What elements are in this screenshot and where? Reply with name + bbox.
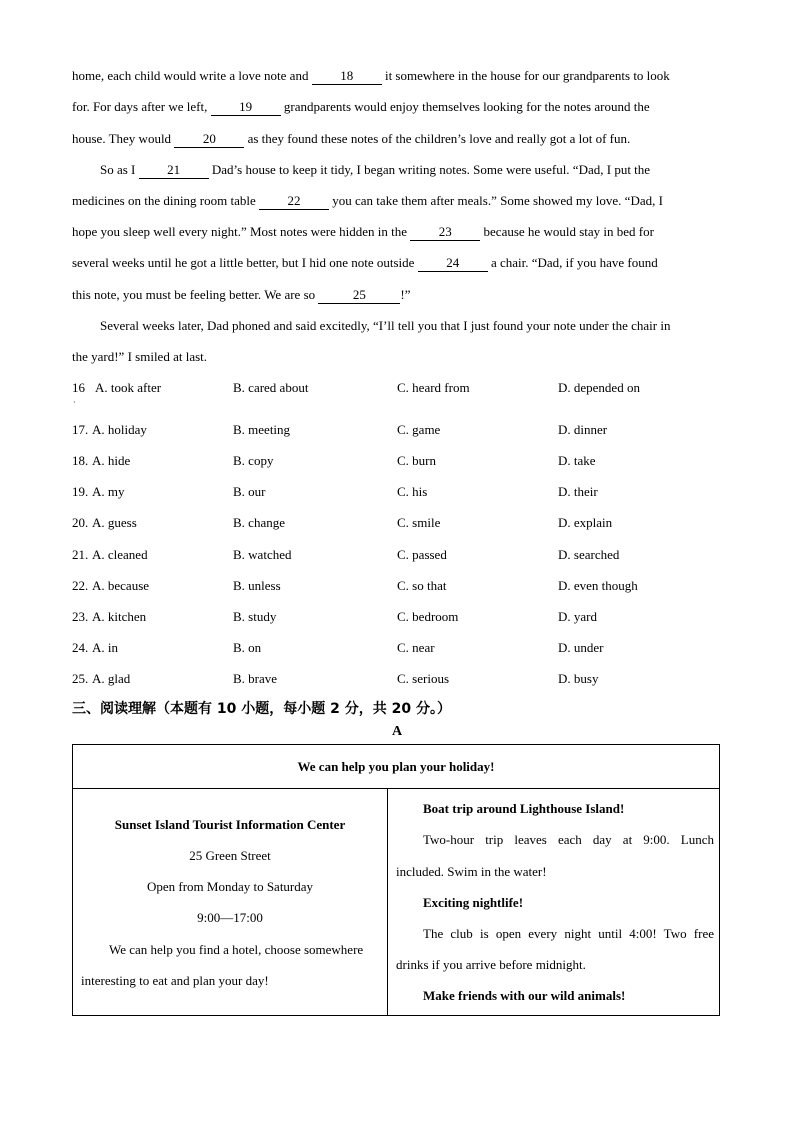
option-c: C. game [397, 422, 441, 437]
blank-23: 23 [410, 224, 480, 241]
option-b: B. our [233, 484, 266, 499]
blank-22: 22 [259, 193, 329, 210]
option-d: D. depended on [558, 380, 640, 395]
info-center-address: 25 Green Street [189, 848, 271, 863]
passage-line-8 [72, 286, 722, 304]
option-c: C. burn [397, 453, 436, 468]
option-c: C. heard from [397, 380, 470, 395]
option-b: B. watched [233, 547, 292, 562]
question-number: 20. [72, 515, 89, 530]
passage-text: grandparents would enjoy themselves looking for the notes around the [280, 99, 650, 114]
passage-text: hope you sleep well every night.” Most notes were hidden in the [72, 224, 411, 239]
option-d: D. dinner [558, 422, 608, 437]
option-b: B. copy [233, 453, 274, 468]
option-d: D. searched [558, 547, 620, 562]
option-a: A. glad [92, 671, 131, 686]
passage-text: house. They would [72, 131, 175, 146]
option-a: A. in [92, 640, 118, 655]
passage-line-6 [72, 223, 722, 241]
option-a: A. guess [92, 515, 137, 530]
passage-line-5 [72, 192, 722, 210]
passage-line-1 [72, 67, 722, 85]
advertisement-box [72, 744, 720, 1016]
passage-text: because he would stay in bed for [480, 224, 654, 239]
option-d: D. their [558, 484, 598, 499]
boat-trip-text-2: included. Swim in the water! [396, 864, 547, 879]
blank-20: 20 [174, 131, 244, 148]
option-a: A. my [92, 484, 125, 499]
ad-left-column [73, 788, 388, 1016]
section-title: 三、阅读理解（本题有 10 小题，每小题 2 分，共 20 分。） [72, 701, 451, 717]
option-c: C. so that [397, 578, 447, 593]
passage-text: as they found these notes of the children’s love and really got a lot of fun. [244, 131, 631, 146]
passage-text: !” [400, 287, 411, 302]
boat-trip-title: Boat trip around Lighthouse Island! [423, 801, 625, 816]
option-d: D. even though [558, 578, 638, 593]
question-number: 23. [72, 609, 89, 624]
option-a: A. holiday [92, 422, 147, 437]
option-c: C. smile [397, 515, 441, 530]
option-c: C. near [397, 640, 435, 655]
blank-25: 25 [318, 287, 400, 304]
info-center-hours: 9:00—17:00 [197, 910, 263, 925]
option-c: C. bedroom [397, 609, 459, 624]
question-number: 25. [72, 671, 89, 686]
question-number: 16 [72, 380, 85, 395]
blank-21: 21 [139, 162, 209, 179]
passage-line-9: Several weeks later, Dad phoned and said excitedly, “I’ll tell you that I just found your note under the chair in [100, 318, 671, 333]
wild-animals-title: Make friends with our wild animals! [423, 988, 626, 1003]
option-b: B. cared about [233, 380, 309, 395]
passage-text: Dad’s house to keep it tidy, I began writing notes. Some were useful. “Dad, I put the [208, 162, 651, 177]
option-b: B. unless [233, 578, 281, 593]
passage-text: So as I [100, 162, 139, 177]
boat-trip-text-1: Two-hour trip leaves each day at 9:00. Lunch [423, 832, 714, 847]
passage-text: a chair. “Dad, if you have found [487, 255, 658, 270]
option-d: D. take [558, 453, 596, 468]
option-b: B. change [233, 515, 285, 530]
option-c: C. serious [397, 671, 449, 686]
question-number: 22. [72, 578, 89, 593]
option-a: A. took after [95, 380, 162, 395]
passage-text: you can take them after meals.” Some showed my love. “Dad, I [329, 193, 663, 208]
ad-header: We can help you plan your holiday! [73, 745, 719, 789]
passage-text: medicines on the dining room table [72, 193, 260, 208]
option-c: C. passed [397, 547, 447, 562]
question-number: 24. [72, 640, 89, 655]
passage-line-7 [72, 254, 722, 272]
option-d: D. yard [558, 609, 597, 624]
option-d: D. under [558, 640, 604, 655]
option-a: A. cleaned [92, 547, 148, 562]
question-number: 17. [72, 422, 89, 437]
passage-line-10: the yard!” I smiled at last. [72, 349, 208, 364]
passage-line-2 [72, 98, 722, 116]
option-a: A. hide [92, 453, 131, 468]
passage-line-4 [100, 161, 750, 179]
tiny-mark: · [73, 398, 76, 407]
question-number: 19. [72, 484, 89, 499]
nightlife-title: Exciting nightlife! [423, 895, 524, 910]
option-d: D. explain [558, 515, 613, 530]
ad-right-column [388, 788, 720, 1016]
passage-text: home, each child would write a love note and [72, 68, 312, 83]
info-center-desc-1: We can help you find a hotel, choose somewhere [109, 942, 364, 957]
option-a: A. because [92, 578, 150, 593]
option-d: D. busy [558, 671, 599, 686]
question-number: 18. [72, 453, 89, 468]
option-b: B. study [233, 609, 277, 624]
nightlife-text-1: The club is open every night until 4:00! Two free [423, 926, 714, 941]
option-c: C. his [397, 484, 428, 499]
passage-text: this note, you must be feeling better. We are so [72, 287, 319, 302]
option-b: B. on [233, 640, 262, 655]
info-center-desc-2: interesting to eat and plan your day! [81, 973, 269, 988]
option-b: B. meeting [233, 422, 291, 437]
info-center-name: Sunset Island Tourist Information Center [114, 817, 346, 832]
passage-text: several weeks until he got a little better, but I hid one note outside [72, 255, 418, 270]
info-center-days: Open from Monday to Saturday [146, 879, 314, 894]
blank-18: 18 [312, 68, 382, 85]
blank-19: 19 [211, 99, 281, 116]
option-a: A. kitchen [92, 609, 147, 624]
blank-24: 24 [418, 255, 488, 272]
passage-text: it somewhere in the house for our grandparents to look [381, 68, 670, 83]
question-number: 21. [72, 547, 89, 562]
option-b: B. brave [233, 671, 278, 686]
passage-line-3 [72, 130, 722, 148]
passage-letter: A [391, 724, 403, 739]
nightlife-text-2: drinks if you arrive before midnight. [396, 957, 586, 972]
passage-text: for. For days after we left, [72, 99, 211, 114]
